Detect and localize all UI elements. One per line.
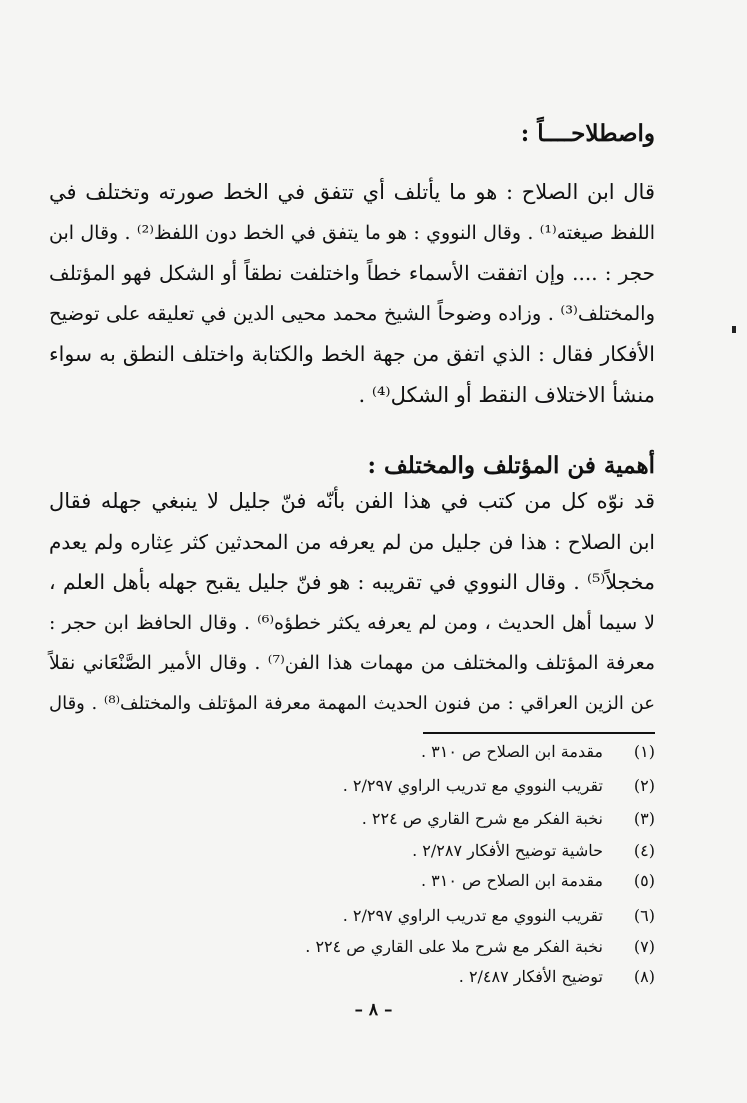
text-line: والمختلف⁽³⁾ . وزاده وضوحاً الشيخ محمد محيى الدين في تعليقه على توضيح bbox=[49, 301, 655, 325]
footnote-number: (٢) bbox=[633, 776, 655, 795]
margin-mark bbox=[732, 326, 736, 333]
text-line: معرفة المؤتلف والمختلف من مهمات هذا الفن⁽⁷⁾ . وقال الأمير الصَّنْعَاني نقلاً bbox=[49, 652, 655, 674]
footnote-number: (٦) bbox=[633, 906, 655, 925]
text-line: حجر : .... وإن اتفقت الأسماء خطاً واختلفت نطقاً أو الشكل فهو المؤتلف bbox=[49, 261, 655, 285]
footnote-text: نخبة الفكر مع شرح القاري ص ٢٢٤ . bbox=[361, 809, 603, 828]
section-heading-importance: أهمية فن المؤتلف والمختلف : bbox=[367, 452, 655, 479]
text-line: لا سيما أهل الحديث ، ومن لم يعرفه يكثر خطؤه⁽⁶⁾ . وقال الحافظ ابن حجر : bbox=[49, 611, 655, 634]
footnote-number: (٥) bbox=[633, 871, 655, 890]
text-line: قال ابن الصلاح : هو ما يأتلف أي تتفق في الخط صورته وتختلف في bbox=[49, 180, 655, 204]
footnote-number: (١) bbox=[633, 742, 655, 761]
footnote-number: (٣) bbox=[633, 809, 655, 828]
text-line: عن الزين العراقي : من فنون الحديث المهمة معرفة المؤتلف والمختلف⁽⁸⁾ . وقال bbox=[49, 692, 655, 714]
text-line: منشأ الاختلاف النقط أو الشكل⁽⁴⁾ . bbox=[358, 382, 655, 407]
footnote-text: نخبة الفكر مع شرح ملا على القاري ص ٢٢٤ . bbox=[305, 937, 603, 956]
text-line: قد نوّه كل من كتب في هذا الفن بأنّه فنّ جليل لا ينبغي جهله فقال bbox=[49, 489, 655, 513]
text-line: اللفظ صيغته⁽¹⁾ . وقال النووي : هو ما يتفق في الخط دون اللفظ⁽²⁾ . وقال ابن bbox=[49, 221, 655, 244]
footnote-text: تقريب النووي مع تدريب الراوي ٢/٢٩٧ . bbox=[342, 906, 603, 925]
page-number: – ٨ – bbox=[354, 1000, 393, 1020]
footnote-text: حاشية توضيح الأفكار ٢/٢٨٧ . bbox=[412, 841, 603, 860]
text-line: الأفكار فقال : الذي اتفق من جهة الخط والكتابة واختلف النطق به سواء bbox=[49, 342, 655, 366]
footnote-number: (٧) bbox=[633, 937, 655, 956]
footnote-separator bbox=[423, 732, 655, 734]
footnote-text: مقدمة ابن الصلاح ص ٣١٠ . bbox=[421, 742, 603, 761]
section-heading-terminology: واصطلاحــــاً : bbox=[520, 120, 655, 147]
footnote-text: تقريب النووي مع تدريب الراوي ٢/٢٩٧ . bbox=[342, 776, 603, 795]
footnote-text: توضيح الأفكار ٢/٤٨٧ . bbox=[458, 967, 603, 986]
text-line: مخجلاً⁽⁵⁾ . وقال النووي في تقريبه : هو فنّ جليل يقبح جهله بأهل العلم ، bbox=[49, 570, 655, 594]
footnote-text: مقدمة ابن الصلاح ص ٣١٠ . bbox=[421, 871, 603, 890]
paragraph-definition bbox=[49, 172, 655, 415]
footnote-number: (٨) bbox=[633, 967, 655, 986]
text-line: ابن الصلاح : هذا فن جليل من لم يعرفه من المحدثين كثر عِثاره ولم يعدم bbox=[49, 529, 655, 554]
paragraph-importance bbox=[49, 481, 655, 724]
footnote-number: (٤) bbox=[633, 841, 655, 860]
